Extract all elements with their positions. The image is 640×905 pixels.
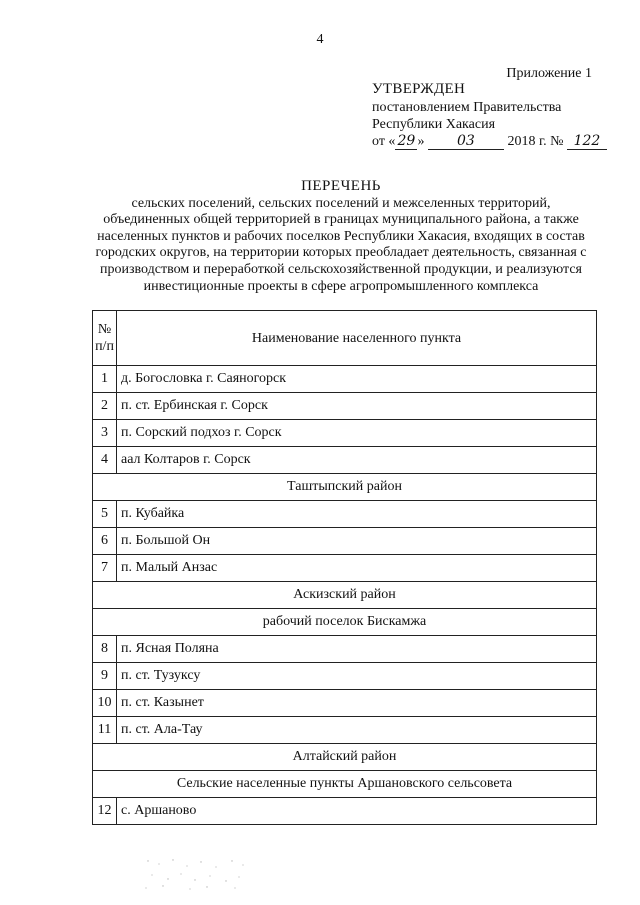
settlement-name: п. Малый Анзас [117, 555, 597, 582]
settlement-name: д. Богословка г. Саяногорск [117, 366, 597, 393]
row-number: 4 [93, 447, 117, 474]
section-row [93, 474, 597, 501]
header-number-abbr: п/п [95, 339, 114, 354]
row-number: 5 [93, 501, 117, 528]
scan-artifact [140, 855, 250, 893]
table-row [93, 663, 597, 690]
settlement-name: аал Колтаров г. Сорск [117, 447, 597, 474]
section-row [93, 582, 597, 609]
table-row [93, 636, 597, 663]
table-row [93, 420, 597, 447]
date-prefix: от « [372, 134, 396, 149]
title-line: производством и переработкой сельскохозяйственной продукции, и реализуются [100, 261, 582, 277]
year-text: 2018 г. № [503, 134, 567, 149]
row-number: 10 [93, 690, 117, 717]
document-title [88, 178, 594, 295]
settlement-name: п. ст. Ербинская г. Сорск [117, 393, 597, 420]
title-line: городских округов, на территории которых преобладает деятельность, связанная с [95, 245, 587, 261]
approved-heading: УТВЕРЖДЕН [372, 81, 466, 97]
settlement-name: п. ст. Казынет [117, 690, 597, 717]
row-number: 11 [93, 717, 117, 744]
row-number: 6 [93, 528, 117, 555]
section-title: рабочий поселок Бискамжа [93, 609, 597, 636]
page-number: 4 [316, 32, 324, 47]
title-line: объединенных общей территорией в границах муниципального района, а также [103, 212, 579, 228]
table-row [93, 717, 597, 744]
settlement-name: п. Сорский подхоз г. Сорск [117, 420, 597, 447]
section-row [93, 771, 597, 798]
settlement-name: п. Кубайка [117, 501, 597, 528]
table-header-row [93, 311, 597, 366]
row-number: 7 [93, 555, 117, 582]
table-row [93, 393, 597, 420]
header-number-symbol: № [97, 322, 112, 337]
title-heading: ПЕРЕЧЕНЬ [301, 178, 381, 194]
row-number: 2 [93, 393, 117, 420]
annex-label: Приложение 1 [506, 66, 592, 81]
section-title: Аскизский район [93, 582, 597, 609]
title-line: населенных пунктов и рабочих поселков Республики Хакасия, входящих в состав [97, 228, 585, 244]
approval-date-line [372, 133, 612, 150]
table-row [93, 447, 597, 474]
title-line: сельских поселений, сельских поселений и межселенных территорий, [131, 195, 551, 211]
row-number: 9 [93, 663, 117, 690]
header-name-cell: Наименование населенного пункта [117, 311, 597, 366]
settlement-name: с. Аршаново [117, 798, 597, 825]
section-row [93, 609, 597, 636]
handwritten-day: 29 [395, 134, 417, 150]
section-title: Сельские населенные пункты Аршановского сельсовета [93, 771, 597, 798]
approval-line-2: Республики Хакасия [372, 117, 496, 132]
table-row [93, 366, 597, 393]
table-row [93, 528, 597, 555]
handwritten-number: 122 [567, 134, 607, 150]
approval-line-1: постановлением Правительства [372, 100, 562, 115]
settlement-name: п. Ясная Поляна [117, 636, 597, 663]
row-number: 3 [93, 420, 117, 447]
section-title: Таштыпский район [93, 474, 597, 501]
table-row [93, 690, 597, 717]
handwritten-month: 03 [428, 134, 504, 150]
settlement-name: п. ст. Ала-Тау [117, 717, 597, 744]
row-number: 8 [93, 636, 117, 663]
settlements-table [92, 310, 597, 825]
row-number: 1 [93, 366, 117, 393]
settlement-name: п. Большой Он [117, 528, 597, 555]
table-row [93, 501, 597, 528]
table-row [93, 555, 597, 582]
settlement-name: п. ст. Тузуксу [117, 663, 597, 690]
date-mid: » [417, 134, 428, 149]
approval-block [372, 81, 612, 150]
table-row [93, 798, 597, 825]
section-row [93, 744, 597, 771]
title-line: инвестиционные проекты в сфере агропромышленного комплекса [143, 278, 539, 294]
header-number-cell [93, 311, 117, 366]
row-number: 12 [93, 798, 117, 825]
section-title: Алтайский район [93, 744, 597, 771]
